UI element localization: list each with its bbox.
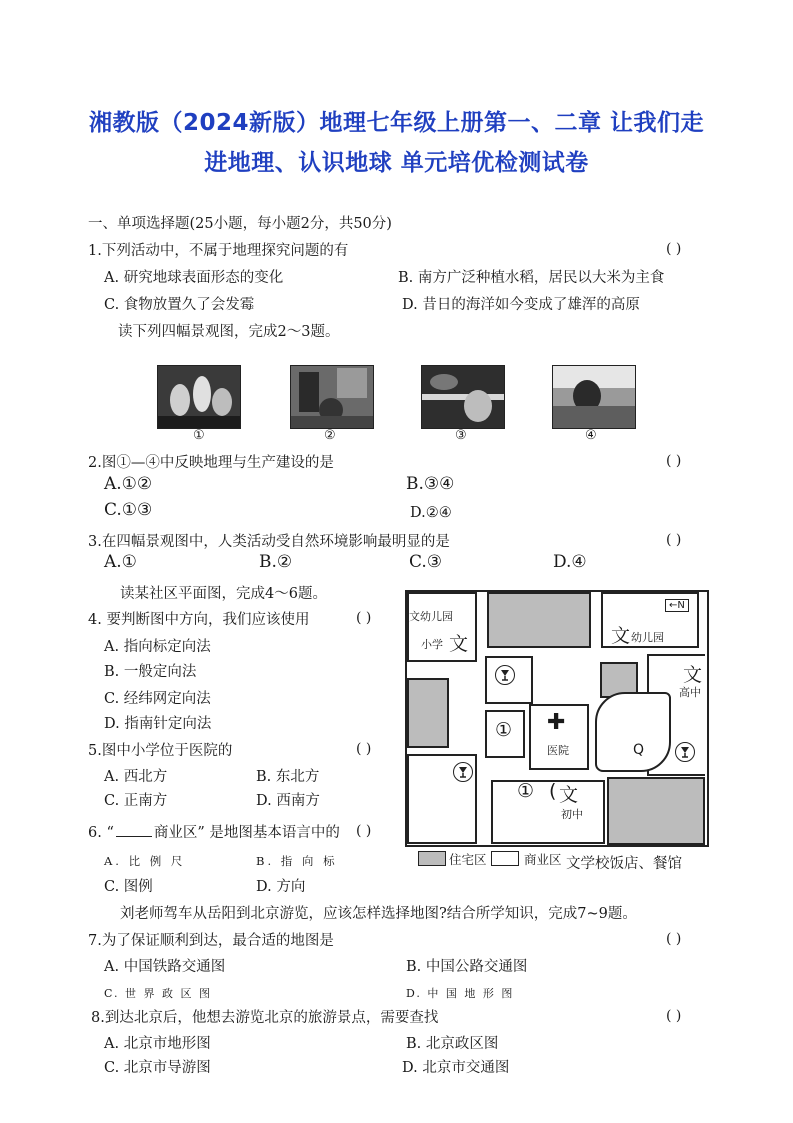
- residential-block: [407, 678, 449, 748]
- marker-one: ①: [517, 780, 535, 802]
- restaurant-icon: [495, 665, 515, 685]
- landscape-photo-3: [421, 365, 505, 429]
- q8-option-c: C. 北京市导游图: [104, 1060, 211, 1076]
- section-heading: 一、单项选择题(25小题，每小题2分，共50分): [88, 216, 392, 232]
- landscape-photo-2: [290, 365, 374, 429]
- legend-commercial-label: 商业区: [524, 852, 562, 867]
- landscape-photo-1: [157, 365, 241, 429]
- q7-stem: 7.为了保证顺利到达，最合适的地图是: [88, 933, 334, 949]
- hospital-cross-icon: ✚: [547, 710, 566, 735]
- q2-option-c: C.①③: [104, 500, 153, 520]
- school-symbol: 文: [683, 664, 703, 686]
- read-instruction-4-6: 读某社区平面图，完成4～6题。: [120, 586, 327, 602]
- q3-answer-blank: ( ): [666, 532, 682, 548]
- photo-caption-1: ①: [193, 428, 205, 443]
- legend-residential-swatch: [418, 851, 446, 866]
- north-arrow: ←N: [665, 599, 689, 612]
- kindergarten-label-1: 文幼儿园: [409, 610, 453, 623]
- q5-option-d: D. 西南方: [256, 793, 320, 809]
- q6-option-d: D. 方向: [256, 879, 306, 895]
- q1-answer-blank: ( ): [666, 241, 682, 257]
- photo-caption-2: ②: [324, 428, 336, 443]
- middle-school-paren: (: [549, 780, 557, 802]
- q6-blank-line: [116, 836, 152, 837]
- q4-option-b: B. 一般定向法: [104, 664, 197, 680]
- q2-option-b: B.③④: [406, 474, 455, 494]
- q6-option-b: B. 指 向 标: [256, 854, 338, 868]
- q7-option-d: D. 中 国 地 形 图: [406, 987, 515, 1000]
- q2-option-a: A.①②: [104, 474, 153, 494]
- q1-option-c: C. 食物放置久了会发霉: [104, 297, 255, 313]
- legend-commercial-swatch: [491, 851, 519, 866]
- q8-option-a: A. 北京市地形图: [104, 1036, 211, 1052]
- q7-option-c: C. 世 界 政 区 图: [104, 987, 213, 1000]
- q7-option-b: B. 中国公路交通图: [406, 959, 528, 975]
- restaurant-icon: [453, 762, 473, 782]
- q2-answer-blank: ( ): [666, 453, 682, 469]
- page-title-line-2: 进地理、认识地球 单元培优检测试卷: [204, 150, 589, 176]
- q6-option-c: C. 图例: [104, 879, 153, 895]
- community-map: [405, 590, 709, 847]
- q4-option-d: D. 指南针定向法: [104, 716, 212, 732]
- q7-option-a: A. 中国铁路交通图: [104, 959, 226, 975]
- q3-option-b: B.②: [259, 552, 293, 572]
- park-symbol: Q: [633, 742, 645, 758]
- q3-option-a: A.①: [104, 552, 137, 572]
- q5-stem: 5.图中小学位于医院的: [88, 743, 233, 759]
- photo-caption-4: ④: [585, 428, 597, 443]
- middle-school-block: [491, 780, 605, 844]
- high-school-label: 高中: [679, 686, 701, 699]
- hospital-label: 医院: [547, 744, 569, 757]
- q6-stem-prefix: 6. “: [88, 825, 114, 841]
- q4-answer-blank: ( ): [356, 610, 372, 626]
- q8-option-b: B. 北京政区图: [406, 1036, 499, 1052]
- kindergarten-label-2: 幼儿园: [631, 631, 664, 644]
- q5-option-a: A. 西北方: [104, 769, 168, 785]
- q5-answer-blank: ( ): [356, 741, 372, 757]
- legend-residential-label: 住宅区: [449, 852, 487, 867]
- school-symbol: 文: [449, 633, 469, 655]
- q4-option-c: C. 经纬网定向法: [104, 691, 211, 707]
- restaurant-icon: [675, 742, 695, 762]
- q1-stem: 1.下列活动中，不属于地理探究问题的有: [88, 243, 349, 259]
- primary-school-label: 小学: [421, 638, 443, 651]
- read-instruction-7-9: 刘老师驾车从岳阳到北京游览，应该怎样选择地图?结合所学知识，完成7~9题。: [120, 906, 637, 922]
- q2-option-d: D.②④: [410, 505, 452, 521]
- landscape-photo-4: [552, 365, 636, 429]
- q3-option-c: C.③: [409, 552, 443, 572]
- q7-answer-blank: ( ): [666, 931, 682, 947]
- photo-caption-3: ③: [455, 428, 467, 443]
- q3-stem: 3.在四幅景观图中，人类活动受自然环境影响最明显的是: [88, 534, 450, 550]
- q8-option-d: D. 北京市交通图: [402, 1060, 510, 1076]
- q6-stem-suffix: 商业区” 是地图基本语言中的: [153, 825, 340, 841]
- school-symbol: 文: [611, 625, 631, 647]
- q6-stem: [88, 821, 340, 842]
- q3-option-d: D.④: [553, 552, 587, 572]
- q4-option-a: A. 指向标定向法: [104, 639, 211, 655]
- school-symbol: 文: [559, 784, 579, 806]
- park-block: [595, 692, 671, 772]
- read-instruction-2-3: 读下列四幅景观图，完成2～3题。: [118, 324, 340, 340]
- q1-option-a: A. 研究地球表面形态的变化: [104, 270, 284, 286]
- middle-school-label: 初中: [561, 808, 583, 821]
- q6-answer-blank: ( ): [356, 823, 372, 839]
- legend-rest-label: 文学校饭店、餐馆: [566, 856, 682, 872]
- q6-option-a: A. 比 例 尺: [104, 854, 186, 868]
- q5-option-c: C. 正南方: [104, 793, 168, 809]
- q1-option-d: D. 昔日的海洋如今变成了雄浑的高原: [402, 297, 640, 313]
- q2-stem: 2.图①—④中反映地理与生产建设的是: [88, 455, 334, 471]
- q5-option-b: B. 东北方: [256, 769, 320, 785]
- marker-one: ①: [495, 719, 513, 741]
- q8-stem: 8.到达北京后，他想去游览北京的旅游景点，需要查找: [91, 1010, 439, 1026]
- q4-stem: 4. 要判断图中方向，我们应该使用: [88, 612, 310, 628]
- q8-answer-blank: ( ): [666, 1008, 682, 1024]
- residential-block: [607, 777, 705, 845]
- residential-block: [487, 592, 591, 648]
- q1-option-b: B. 南方广泛种植水稻，居民以大米为主食: [398, 270, 665, 286]
- page-title-line-1: 湘教版（2024新版）地理七年级上册第一、二章 让我们走: [88, 110, 705, 136]
